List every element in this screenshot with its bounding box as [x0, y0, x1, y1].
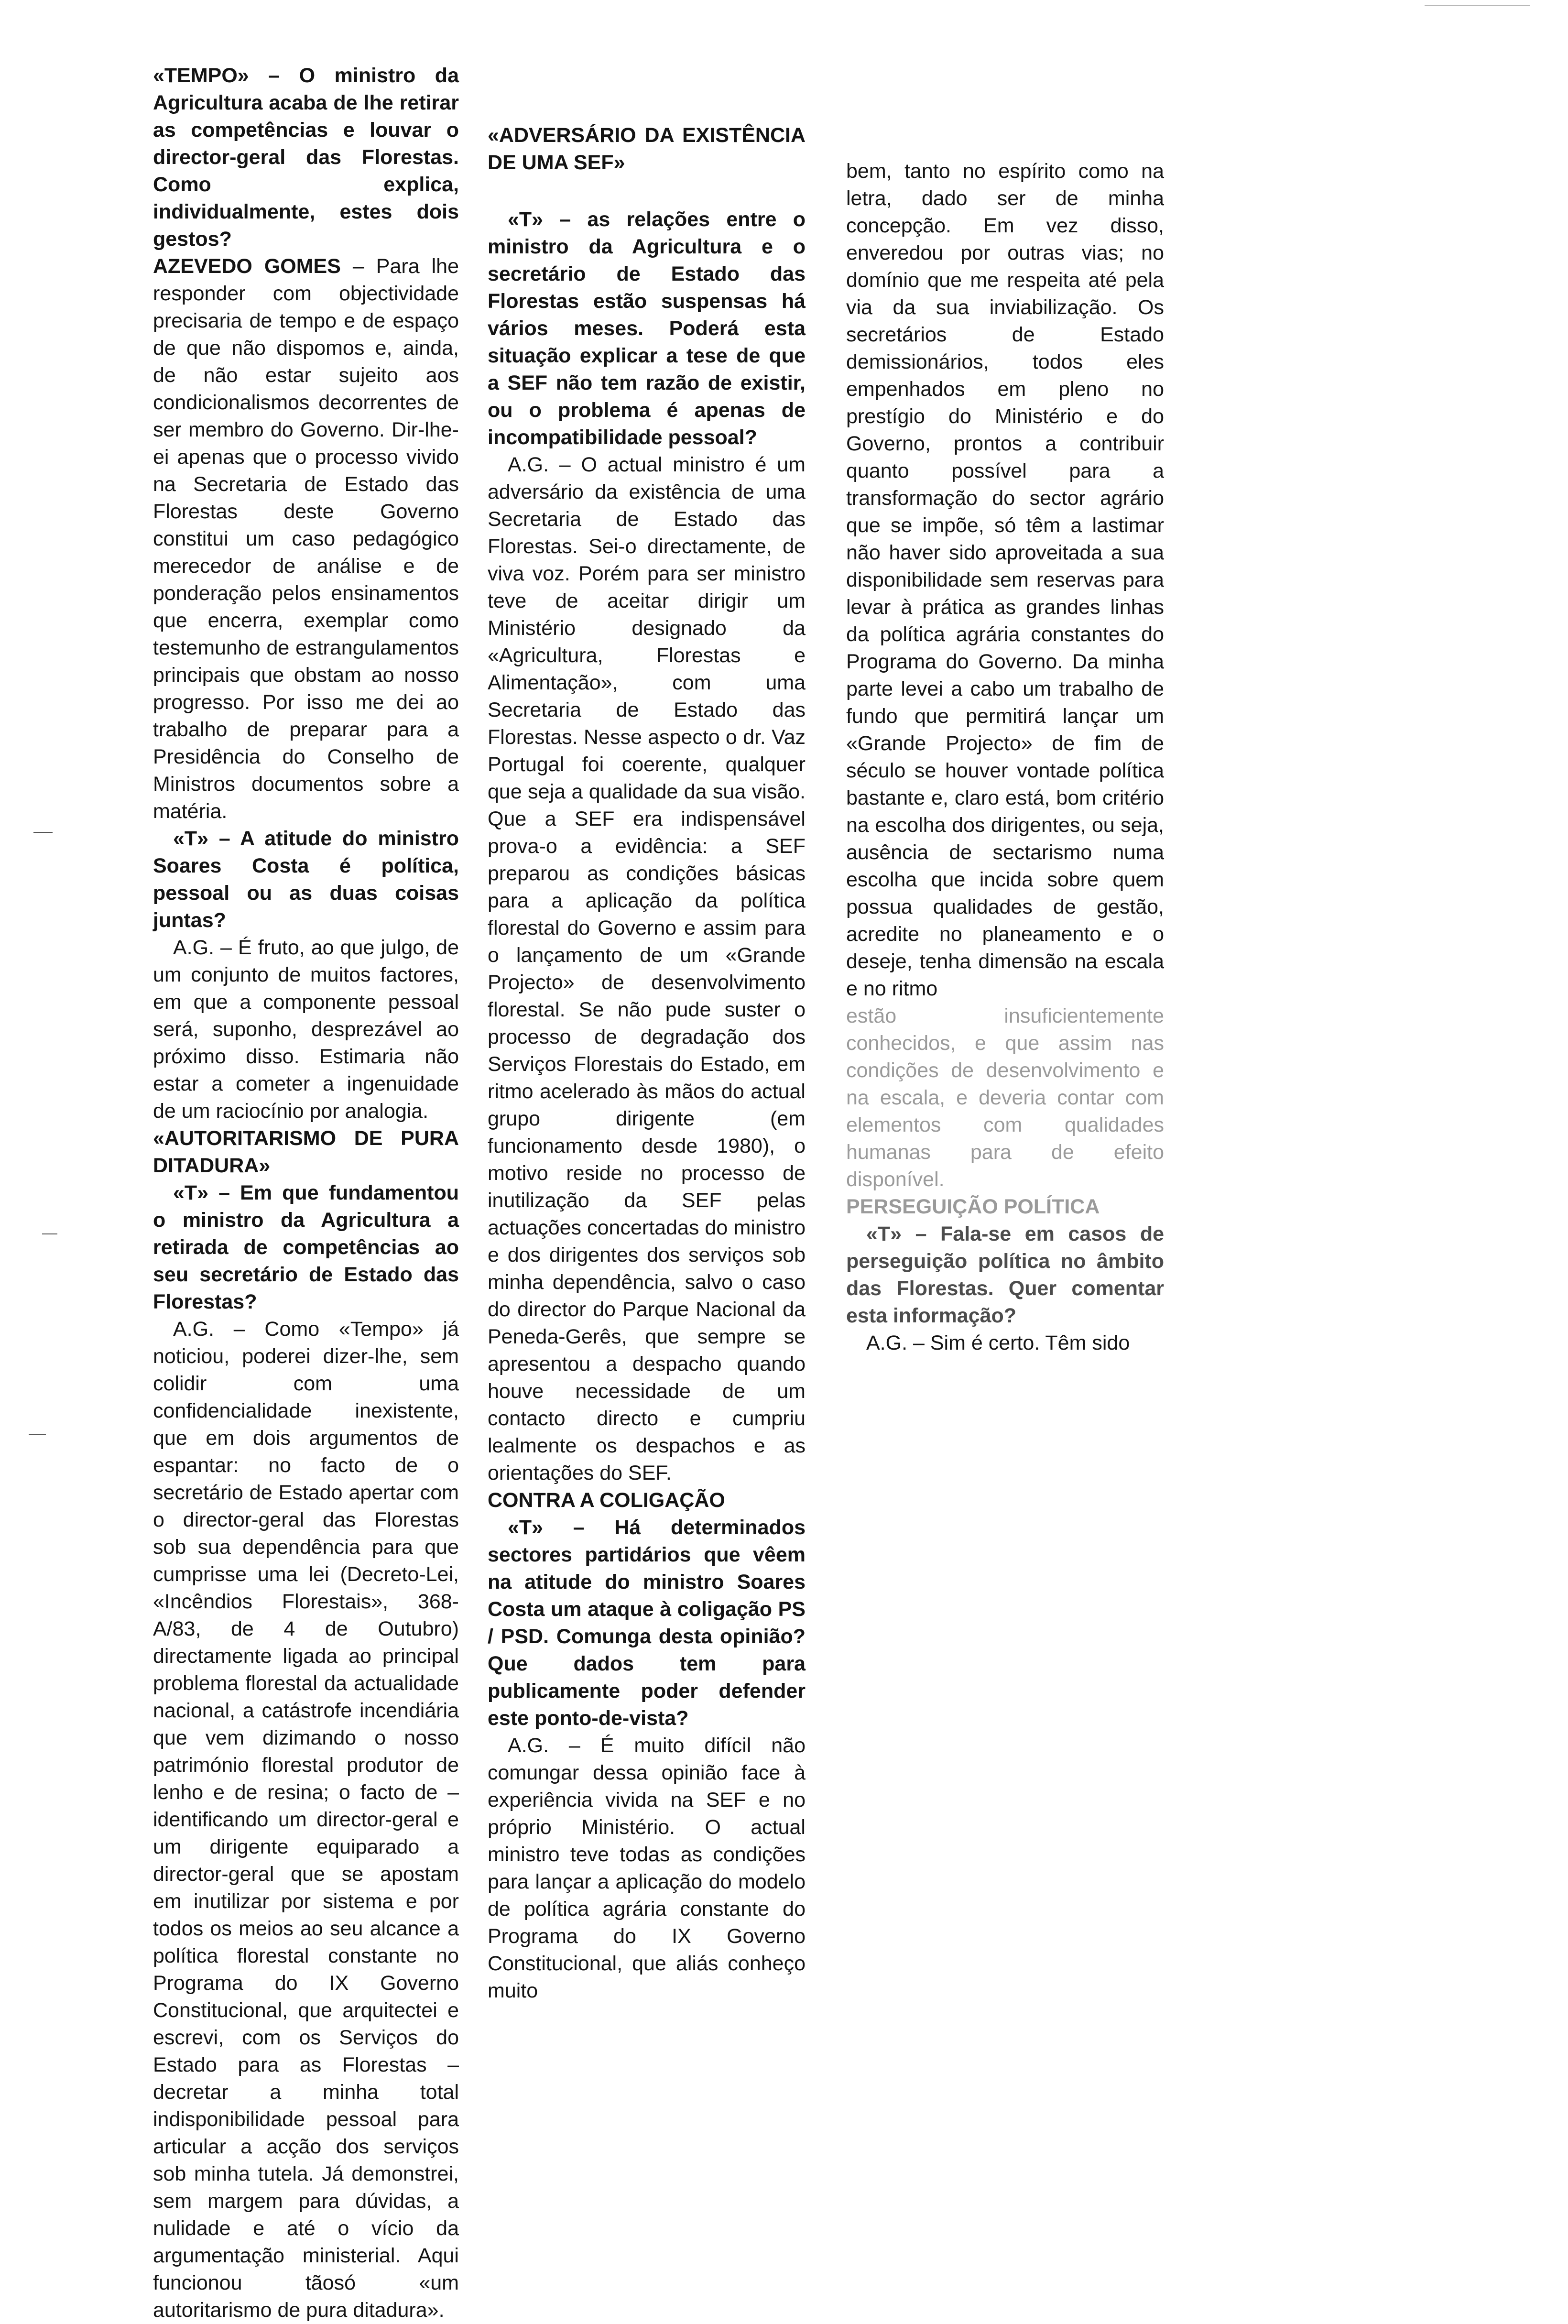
article-column-2 [488, 122, 806, 2002]
answer-1 [153, 253, 459, 825]
subheading-adversario: «ADVERSÁRIO DA EXISTÊNCIA DE UMA SEF» [488, 124, 806, 174]
answer-3: A.G. – Como «Tempo» já noticiou, poderei dizer-lhe, sem colidir com uma confidencialidade inexistente, que em dois argumentos de espantar: no facto de o secretário de Estado apertar com o director-geral das Florestas sob sua dependência para que cumprisse uma lei (Decreto-Lei, «Incêndios Florestais», 368-A/83, de 4 de Outubro) directamente ligada ao principal problema florestal da actualidade nacional, a catástrofe incendiária que vem dizimando o nosso património florestal produtor de lenho e de resina; o facto de – identificando um director-geral e um dirigente equiparado a director-geral que se apostam em inutilizar por sistema e por todos os meios ao seu alcance a política florestal constante no Programa do IX Governo Constitucional, que arquitectei e escrevi, com os Serviços do Estado para as Florestas – decretar a minha total indisponibilidade pessoal para articular a acção dos serviços sob minha tutela. Já demonstrei, sem margem para dúvidas, a nulidade e até o vício da argumentação ministerial. Aqui funcionou tãosó «um autoritarismo de pura ditadura». [153, 1318, 459, 2322]
scan-mark [42, 1233, 57, 1234]
subheading-autoritarismo: «AUTORITARISMO DE PURA DITADURA» [153, 1127, 459, 1177]
question-4: «T» – as relações entre o ministro da Agricultura e o secretário de Estado das Florestas estão suspensas há vários meses. Poderá esta situação explicar a tese de que a SEF não tem razão de existir, ou o problema é apenas de incompatibilidade pessoal? [488, 208, 806, 449]
article-column-1 [153, 62, 459, 2322]
scan-edge-rule [1425, 5, 1530, 6]
question-3: «T» – Em que fundamentou o ministro da Agricultura a retirada de competências ao seu secretário de Estado das Florestas? [153, 1181, 459, 1313]
subheading-coligacao: CONTRA A COLIGAÇÃO [488, 1489, 725, 1512]
question-5: «T» – Há determinados sectores partidários que vêem na atitude do ministro Soares Costa um ataque à coligação PS / PSD. Comunga desta opinião? Que dados tem para publicamente poder defender este ponto-de-vista? [488, 1516, 806, 1730]
article-column-3 [846, 158, 1164, 1354]
question-6: «T» – Fala-se em casos de perseguição política no âmbito das Florestas. Quer comentar esta informação? [846, 1222, 1164, 1327]
scan-mark [29, 1434, 46, 1435]
question-2: «T» – A atitude do ministro Soares Costa é política, pessoal ou as duas coisas juntas? [153, 827, 459, 932]
answer-5-continued: bem, tanto no espírito como na letra, dado ser de minha concepção. Em vez disso, enveredou por outras vias; no domínio que me respeita até pela via da sua inviabilização. Os secretários de Estado demissionários, todos eles empenhados em pleno no prestígio do Ministério e do Governo, prontos a contribuir quanto possível para a transformação do sector agrário que se impõe, só têm a lastimar não haver sido aproveitada a sua disponibilidade sem reservas para levar à prática as grandes linhas da política agrária constantes do Programa do Governo. Da minha parte levei a cabo um trabalho de fundo que permitirá lançar um «Grande Projecto» de fim de século se houver vontade política bastante e, claro está, bom critério na escolha dos dirigentes, ou seja, ausência de sectarismo numa escolha que incida sobre quem possua qualidades de gestão, acredite no planeamento e o deseje, tenha dimensão na escala e no ritmo [846, 160, 1164, 1000]
answer-5-faded-text: estão insuficientemente conhecidos, e que assim nas condições de desenvolvimento e na escala, e deveria contar com elementos com qualidades humanas para de efeito disponível. [846, 1004, 1164, 1191]
question-1: «TEMPO» – O ministro da Agricultura acaba de lhe retirar as competências e louvar o director-geral das Florestas. Como explica, individualmente, estes dois gestos? [153, 64, 459, 251]
subheading-perseguicao: PERSEGUIÇÃO POLÍTICA [846, 1195, 1100, 1218]
answer-4: A.G. – O actual ministro é um adversário da existência de uma Secretaria de Estado das Florestas. Sei-o directamente, de viva voz. Porém para ser ministro teve de aceitar dirigir um Ministério designado da «Agricultura, Florestas e Alimentação», com uma Secretaria de Estado das Florestas. Nesse aspecto o dr. Vaz Portugal foi coerente, qualquer que seja a qualidade da sua visão. Que a SEF era indispensável prova-o a evidência: a SEF preparou as condições básicas para a aplicação da política florestal do Governo e assim para o lançamento de um «Grande Projecto» de desenvolvimento florestal. Se não pude suster o processo de degradação dos Serviços Florestais do Estado, em ritmo acelerado às mãos do actual grupo dirigente (em funcionamento desde 1980), o motivo reside no processo de inutilização da SEF pelas actuações concertadas do ministro e dos dirigentes dos serviços sob minha dependência, salvo o caso do director do Parque Nacional da Peneda-Gerês, que sempre se apresentou a despacho quando houve necessidade de um contacto directo e cumpriu lealmente os despachos e as orientações do SEF. [488, 453, 806, 1484]
answer-5: A.G. – É muito difícil não comungar dessa opinião face à experiência vivida na SEF e no próprio Ministério. O actual ministro teve todas as condições para lançar a aplicação do modelo de política agrária constante do Programa do IX Governo Constitucional, que aliás conheço muito [488, 1734, 806, 2002]
answer-1-text: – Para lhe responder com objectividade precisaria de tempo e de espaço de que não dispomos e, ainda, de não estar sujeito aos condicionalismos decorrentes de ser membro do Governo. Dir-lhe-ei apenas que o processo vivido na Secretaria de Estado das Florestas deste Governo constitui um caso pedagógico merecedor de análise e de ponderação pelos ensinamentos que encerra, exemplar como testemunho de estrangulamentos principais que obstam ao nosso progresso. Por isso me dei ao trabalho de preparar para a Presidência do Conselho de Ministros documentos sobre a matéria. [153, 255, 459, 823]
scan-mark [33, 832, 53, 833]
answer-6: A.G. – Sim é certo. Têm sido [866, 1331, 1130, 1354]
answer-2: A.G. – É fruto, ao que julgo, de um conjunto de muitos factores, em que a componente pessoal será, suponho, desprezável ao próximo disso. Estimaria não estar a cometer a ingenuidade de um raciocínio por analogia. [153, 936, 459, 1123]
speaker-name: AZEVEDO GOMES [153, 255, 341, 278]
